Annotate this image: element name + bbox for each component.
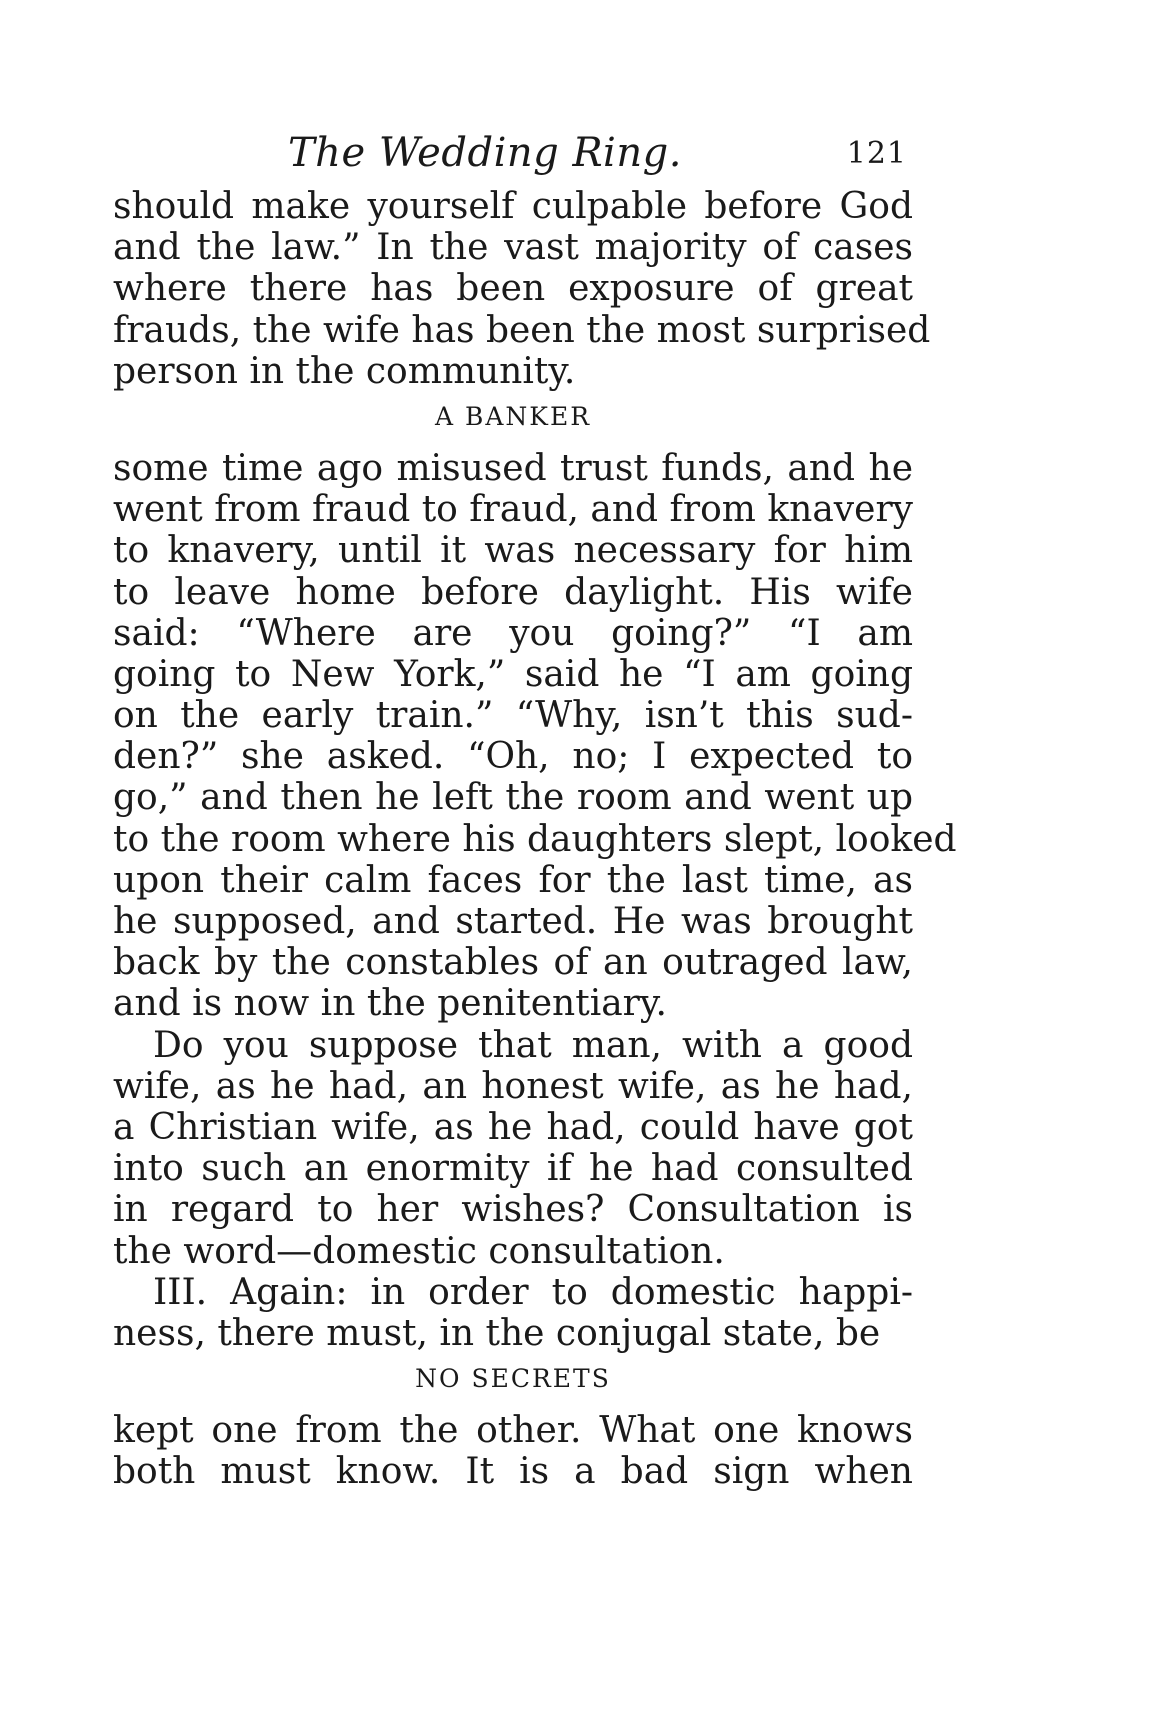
- text-line: some time ago misused trust funds, and he: [113, 447, 913, 489]
- text-line: to the room where his daughters slept, looked: [113, 818, 957, 860]
- text-line: kept one from the other. What one knows: [113, 1410, 913, 1452]
- text-line: back by the constables of an outraged law,: [113, 942, 913, 984]
- text-line: upon their calm faces for the last time, as: [113, 859, 913, 901]
- text-line: going to New York,” said he “I am going: [113, 653, 913, 695]
- section-subhead: A BANKER: [434, 401, 592, 431]
- book-page: [113, 130, 957, 1493]
- text-line: and is now in the penitentiary.: [113, 983, 667, 1025]
- text-line: in regard to her wishes? Consultation is: [113, 1189, 913, 1231]
- text-line: to leave home before daylight. His wife: [113, 571, 913, 613]
- body-text: [113, 186, 957, 1493]
- text-line: both must know. It is a bad sign when: [113, 1451, 913, 1493]
- paragraph: [113, 1272, 913, 1354]
- text-line: den?” she asked. “Oh, no; I expected to: [113, 736, 913, 778]
- text-line: III. Again: in order to domestic happi-: [153, 1271, 913, 1313]
- text-line: should make yourself culpable before God: [113, 186, 913, 227]
- text-line: where there has been exposure of great: [113, 268, 913, 310]
- text-line: person in the community.: [113, 350, 576, 392]
- text-line: a Christian wife, as he had, could have got: [113, 1106, 913, 1148]
- text-line: and the law.” In the vast majority of cases: [113, 227, 913, 269]
- running-title: The Wedding Ring.: [288, 130, 682, 176]
- text-line: ness, there must, in the conjugal state, be: [113, 1312, 881, 1354]
- text-line: said: “Where are you going?” “I am: [113, 612, 913, 654]
- text-line: frauds, the wife has been the most surprised: [113, 309, 931, 351]
- text-line: he supposed, and started. He was brought: [113, 901, 913, 942]
- running-head: [113, 130, 913, 186]
- text-line: to knavery, until it was necessary for him: [113, 530, 913, 572]
- paragraph: [113, 186, 931, 392]
- text-line: went from fraud to fraud, and from knavery: [113, 489, 913, 531]
- paragraph: [113, 1025, 913, 1272]
- text-line: wife, as he had, an honest wife, as he had,: [113, 1065, 913, 1107]
- text-line: on the early train.” “Why, isn’t this sud-: [113, 695, 913, 737]
- paragraph: [113, 1410, 913, 1492]
- text-line: go,” and then he left the room and went up: [113, 777, 913, 819]
- text-line: into such an enormity if he had consulted: [113, 1148, 913, 1190]
- text-line: the word—domestic consultation.: [113, 1230, 725, 1272]
- text-line: Do you suppose that man, with a good: [153, 1024, 913, 1066]
- section-subhead: NO SECRETS: [415, 1364, 611, 1394]
- page-number: 121: [846, 136, 907, 171]
- paragraph: [113, 447, 957, 1025]
